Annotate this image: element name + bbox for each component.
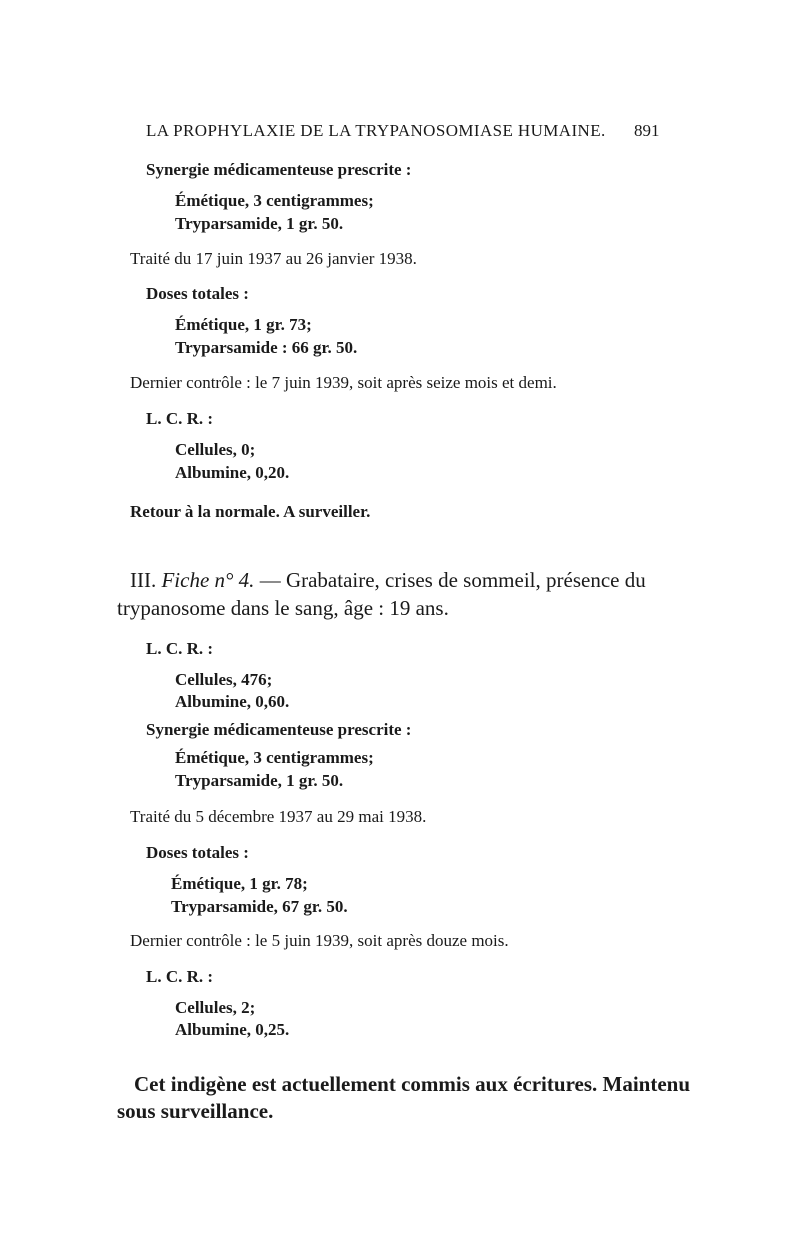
fiche-4-heading <box>130 570 646 591</box>
cellules-result-2: Cellules, 476; <box>175 670 273 689</box>
dernier-controle-1: Dernier contrôle : le 7 juin 1939, soit après seize mois et demi. <box>130 373 557 392</box>
treatment-dates-2: Traité du 5 décembre 1937 au 29 mai 1938. <box>130 807 427 826</box>
closing-paragraph-cont: sous surveillance. <box>117 1099 274 1123</box>
emetique-total-2: Émétique, 1 gr. 78; <box>171 874 308 893</box>
doses-totales-heading-1: Doses totales : <box>146 284 249 303</box>
fiche-4-description-cont: trypanosome dans le sang, âge : 19 ans. <box>117 596 449 620</box>
lcr-heading-3: L. C. R. : <box>146 967 214 986</box>
tryparsamide-total-1: Tryparsamide : 66 gr. 50. <box>175 338 358 357</box>
tryparsamide-dose-1: Tryparsamide, 1 gr. 50. <box>175 214 344 233</box>
fiche-label: Fiche n° 4. <box>161 568 255 592</box>
treatment-dates-1: Traité du 17 juin 1937 au 26 janvier 1938. <box>130 249 417 268</box>
albumine-result-2: Albumine, 0,60. <box>175 692 290 711</box>
conclusion-1: Retour à la normale. A surveiller. <box>130 502 371 521</box>
page-number: 891 <box>634 121 660 140</box>
lcr-heading-1: L. C. R. : <box>146 409 214 428</box>
closing-paragraph: Cet indigène est actuellement commis aux écritures. Maintenu <box>134 1072 691 1096</box>
cellules-result-3: Cellules, 2; <box>175 998 256 1017</box>
albumine-result-1: Albumine, 0,20. <box>175 463 290 482</box>
fiche-description: — Grabataire, crises de sommeil, présence du <box>259 568 646 592</box>
emetique-dose-1: Émétique, 3 centigrammes; <box>175 191 374 210</box>
dernier-controle-2: Dernier contrôle : le 5 juin 1939, soit après douze mois. <box>130 931 509 950</box>
section-numeral: III. <box>130 568 157 592</box>
tryparsamide-total-2: Tryparsamide, 67 gr. 50. <box>171 897 348 916</box>
synergie-heading-2: Synergie médicamenteuse prescrite : <box>146 720 412 739</box>
albumine-result-3: Albumine, 0,25. <box>175 1020 290 1039</box>
synergie-heading-1: Synergie médicamenteuse prescrite : <box>146 160 412 179</box>
cellules-result-1: Cellules, 0; <box>175 440 256 459</box>
doses-totales-heading-2: Doses totales : <box>146 843 249 862</box>
tryparsamide-dose-2: Tryparsamide, 1 gr. 50. <box>175 771 344 790</box>
emetique-dose-2: Émétique, 3 centigrammes; <box>175 748 374 767</box>
emetique-total-1: Émétique, 1 gr. 73; <box>175 315 312 334</box>
running-title: LA PROPHYLAXIE DE LA TRYPANOSOMIASE HUMAINE. <box>146 121 606 140</box>
lcr-heading-2: L. C. R. : <box>146 639 214 658</box>
